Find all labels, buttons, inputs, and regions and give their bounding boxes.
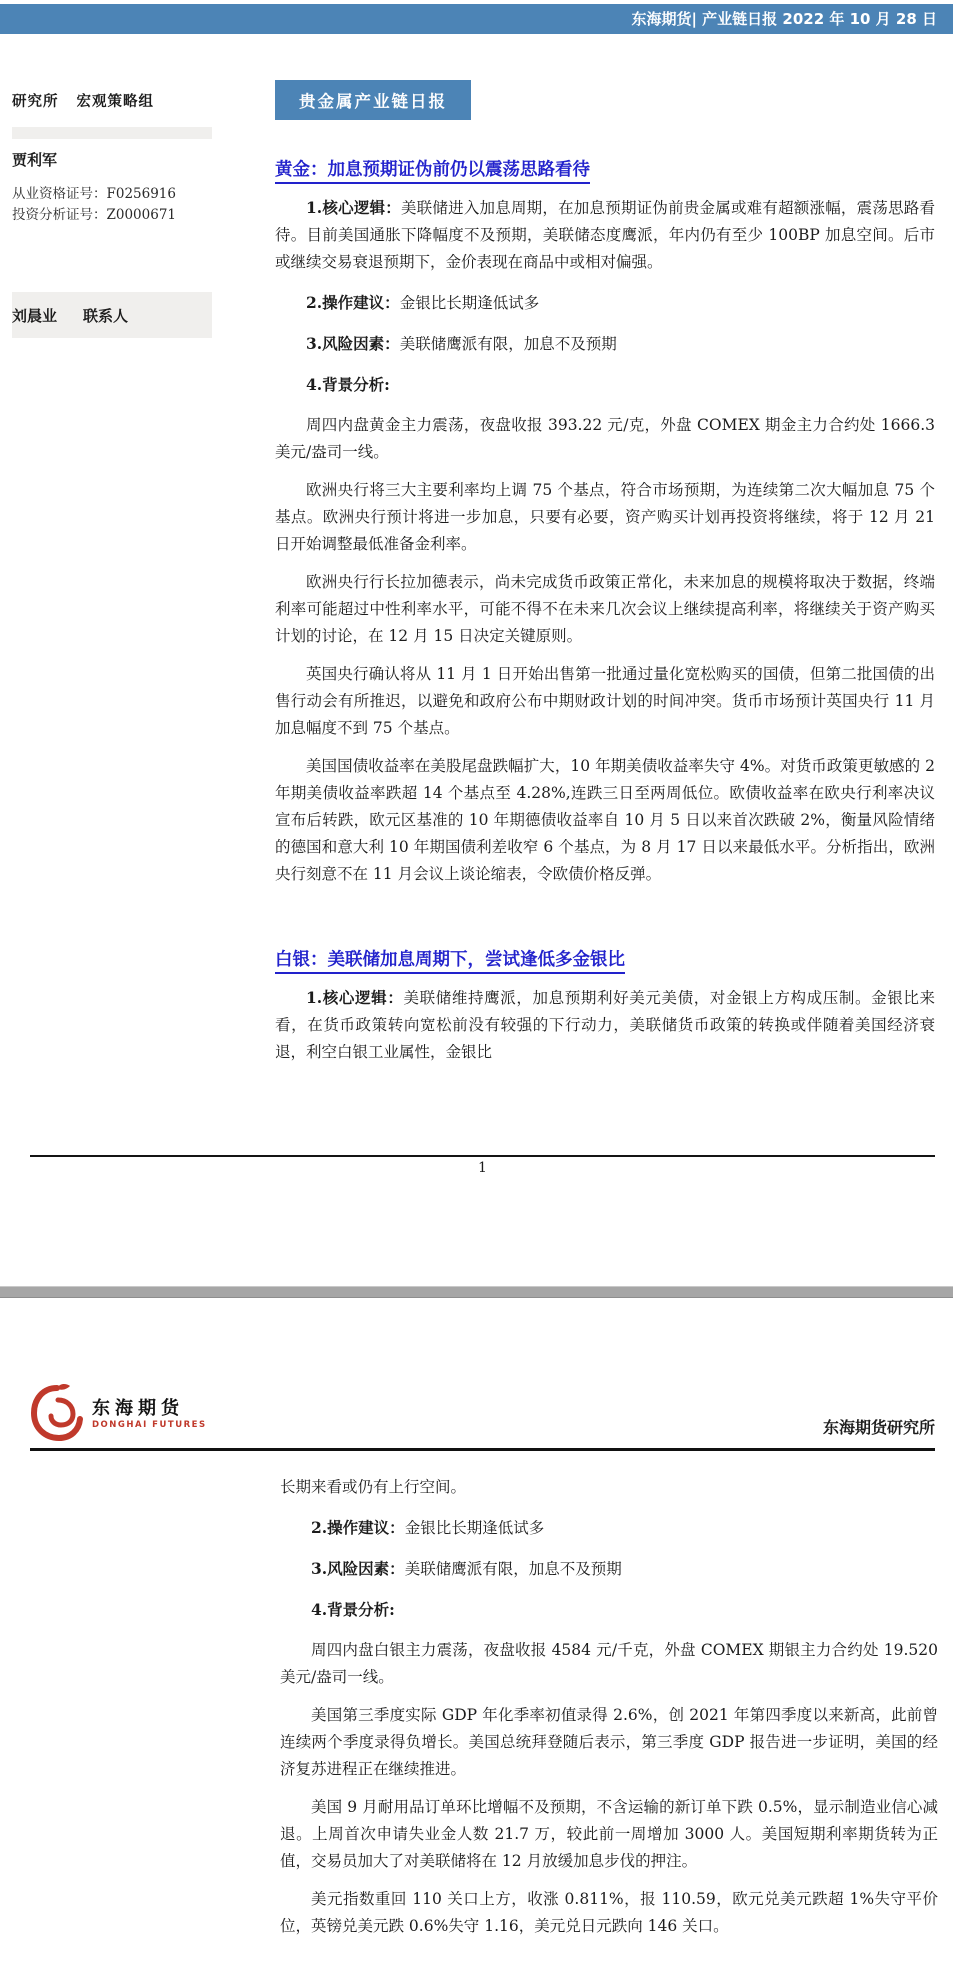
item-label: 2.操作建议： [311,1518,405,1537]
dragon-swirl-icon [30,1382,84,1442]
logo-name-cn: 东海期货 [92,1398,184,1419]
institute-name: 东海期货研究所 [822,1418,935,1437]
item-label: 3.风险因素： [311,1559,405,1578]
silver-paragraph: 周四内盘白银主力震荡，夜盘收报 4584 元/千克，外盘 COMEX 期银主力合约处 19.520 美元/盎司一线。 [280,1641,938,1686]
item-label: 1.核心逻辑： [306,198,401,217]
contact-role: 联系人 [83,306,129,325]
item-label: 2.操作建议： [306,293,400,312]
page2-header [30,1298,935,1451]
gold-paragraph: 周四内盘黄金主力震荡，夜盘收报 393.22 元/克，外盘 COMEX 期金主力合约处 1666.3 美元/盎司一线。 [275,416,935,461]
pdf-page-gap [0,1286,953,1298]
logo-text [92,1394,207,1430]
silver-paragraph: 美元指数重回 110 关口上方，收涨 0.811%，报 110.59，欧元兑美元跌超 1%失守平价位，英镑兑美元跌 0.6%失守 1.16，美元兑日元跌向 146 关口。 [280,1890,938,1935]
contact-row [12,292,212,338]
page1-footer [30,1155,935,1176]
gold-paragraph: 英国央行确认将从 11 月 1 日开始出售第一批通过量化宽松购买的国债，但第二批国债的出售行动会有所推迟，以避免和政府公布中期财政计划的时间冲突。货币市场预计英国央行 11 月加息幅度不到 75 个基点。 [275,665,935,737]
item-text: 美联储鹰派有限，加息不及预期 [399,335,617,353]
donghai-futures-logo [30,1382,207,1442]
gold-item-risk [275,330,935,358]
gold-item-background [275,371,935,399]
contact-name: 刘晨业 [12,306,58,325]
silver-section-heading: 白银：美联储加息周期下，尝试逢低多金银比 [275,946,935,971]
report-badge: 贵金属产业链日报 [275,80,471,120]
sidebar-divider [12,127,212,139]
gold-paragraph: 美国国债收益率在美股尾盘跌幅扩大，10 年期美债收益率失守 4%。对货币政策更敏感的 2 年期美债收益率跌超 14 个基点至 4.28%,连跌三日至两周低位。欧债收益率在欧央行利率决议宣布后转跌，欧元区基准的 10 年期德债收益率自 10 月 5 日以来首次跌破 2%，衡量风险情绪的德国和意大利 10 年期国债利差收窄 6 个基点，为 8 月 17 日以来最低水平。分析指出，欧洲央行刻意不在 11 月会议上谈论缩表，令欧债价格反弹。 [275,757,935,883]
sidebar [12,34,212,338]
page-number: 1 [478,1160,487,1176]
logo-name-en: DONGHAI FUTURES [92,1420,207,1430]
top-banner [0,4,953,34]
cert-line: 投资分析证号：Z0000671 [12,207,177,223]
report-page-2 [0,1298,953,1972]
gold-paragraph: 欧洲央行行长拉加德表示，尚未完成货币政策正常化，未来加息的规模将取决于数据，终端利率可能超过中性利率水平，可能不得不在未来几次会议上继续提高利率，将继续关于资产购买计划的讨论，在 12 月 15 日决定关键原则。 [275,573,935,645]
item-label: 4.背景分析: [306,375,390,394]
analyst-name: 贾利军 [12,151,58,169]
silver-paragraph: 美国第三季度实际 GDP 年化季率初值录得 2.6%，创 2021 年第四季度以来新高，此前曾连续两个季度录得负增长。美国总统拜登随后表示，第三季度 GDP 报告进一步证明，美国的经济复苏进程正在继续推进。 [280,1706,938,1778]
main-column [275,34,935,1079]
item-text: 金银比长期逢低试多 [404,1519,545,1537]
silver-item-core-logic [275,984,935,1066]
item-text: 美联储进入加息周期，在加息预期证伪前贵金属或难有超额涨幅，震荡思路看待。目前美国通胀下降幅度不及预期，美联储态度鹰派，年内仍有至少 100BP 加息空间。后市或继续交易衰退预期下，金价表现在商品中或相对偏强。 [275,199,935,271]
dept-label: 研究所 [12,93,59,110]
item-label: 4.背景分析: [311,1600,395,1619]
gold-item-advice [275,289,935,317]
banner-title: 东海期货| 产业链日报 2022 年 10 月 28 日 [631,10,937,28]
gold-item-core-logic [275,194,935,276]
item-text: 美联储鹰派有限，加息不及预期 [404,1560,622,1578]
silver-item-background [280,1596,938,1624]
silver-item-advice [280,1514,938,1542]
silver-item-risk [280,1555,938,1583]
item-label: 1.核心逻辑： [306,988,404,1007]
gold-section-heading: 黄金：加息预期证伪前仍以震荡思路看待 [275,156,935,181]
item-text: 金银比长期逢低试多 [399,294,540,312]
item-text: 美联储维持鹰派，加息预期利好美元美债，对金银上方构成压制。金银比来看，在货币政策转向宽松前没有较强的下行动力，美联储货币政策的转换或伴随着美国经济衰退，利空白银工业属性，金银比 [275,989,935,1061]
analyst-certs [12,184,212,226]
gold-paragraph: 欧洲央行将三大主要利率均上调 75 个基点，符合市场预期，为连续第二次大幅加息 75 个基点。欧洲央行预计将进一步加息，只要有必要，资产购买计划再投资将继续，将于 12 月 21 日开始调整最低准备金利率。 [275,481,935,553]
page2-content [280,1451,938,1940]
cert-line: 从业资格证号：F0256916 [12,186,176,202]
silver-continuation: 长期来看或仍有上行空间。 [280,1478,467,1496]
item-label: 3.风险因素： [306,334,400,353]
silver-paragraph: 美国 9 月耐用品订单环比增幅不及预期，不含运输的新订单下跌 0.5%，显示制造业信心减退。上周首次申请失业金人数 21.7 万，较此前一周增加 3000 人。美国短期利率期货转为正值，交易员加大了对美联储将在 12 月放缓加息步伐的押注。 [280,1798,938,1870]
team-line [12,90,212,111]
team-label: 宏观策略组 [76,93,154,110]
